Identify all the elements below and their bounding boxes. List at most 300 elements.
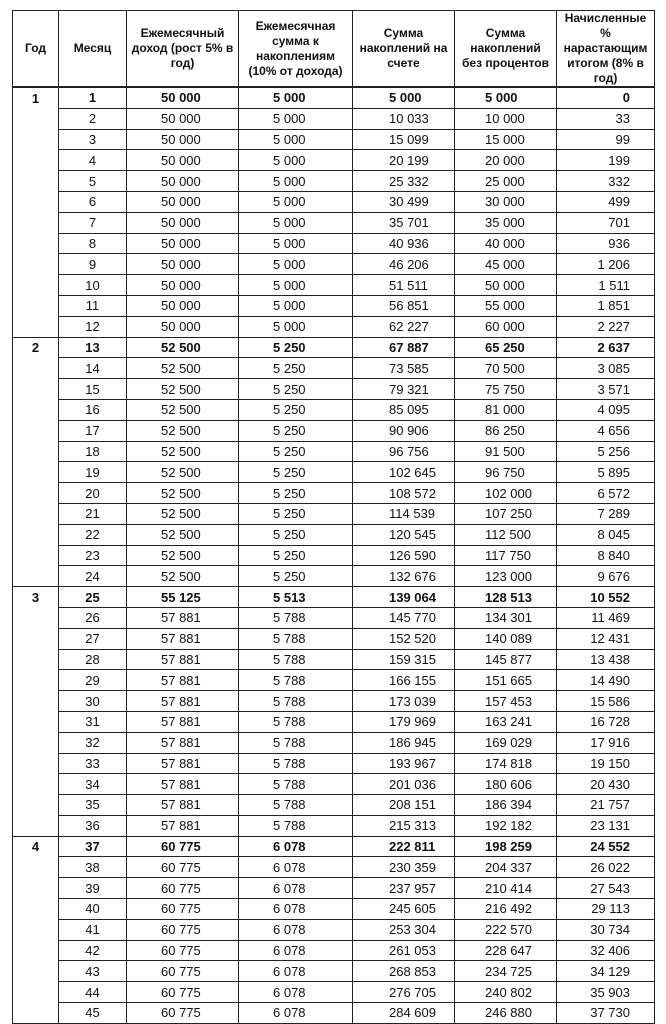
cell-accrued-interest: 4 095 [557,399,655,420]
cell-monthly-income: 52 500 [127,358,239,379]
cell-monthly-income: 52 500 [127,483,239,504]
table-row [13,982,655,1003]
cell-year [13,150,59,171]
cell-month: 14 [59,358,127,379]
cell-monthly-savings: 5 788 [239,691,353,712]
cell-year [13,545,59,566]
cell-accrued-interest: 34 129 [557,961,655,982]
cell-year [13,483,59,504]
cell-savings-without-interest: 123 000 [455,566,557,587]
cell-account-balance: 10 033 [353,108,455,129]
cell-monthly-income: 52 500 [127,399,239,420]
cell-month: 42 [59,940,127,961]
cell-year [13,607,59,628]
cell-monthly-income: 50 000 [127,171,239,192]
cell-savings-without-interest: 81 000 [455,399,557,420]
cell-account-balance: 15 099 [353,129,455,150]
cell-account-balance: 108 572 [353,483,455,504]
cell-account-balance: 284 609 [353,1003,455,1024]
cell-month: 3 [59,129,127,150]
cell-account-balance: 96 756 [353,441,455,462]
cell-monthly-income: 52 500 [127,566,239,587]
cell-account-balance: 268 853 [353,961,455,982]
cell-monthly-savings: 5 000 [239,87,353,108]
cell-savings-without-interest: 145 877 [455,649,557,670]
table-row [13,295,655,316]
cell-monthly-savings: 5 250 [239,379,353,400]
cell-year: 2 [13,337,59,358]
cell-accrued-interest: 26 022 [557,857,655,878]
cell-month: 8 [59,233,127,254]
cell-savings-without-interest: 169 029 [455,732,557,753]
cell-monthly-income: 57 881 [127,815,239,836]
cell-month: 16 [59,399,127,420]
table-row [13,961,655,982]
table-row [13,441,655,462]
cell-month: 29 [59,670,127,691]
cell-accrued-interest: 936 [557,233,655,254]
cell-account-balance: 120 545 [353,524,455,545]
table-row [13,628,655,649]
cell-monthly-income: 50 000 [127,108,239,129]
cell-monthly-income: 52 500 [127,379,239,400]
cell-account-balance: 126 590 [353,545,455,566]
cell-accrued-interest: 20 430 [557,774,655,795]
cell-monthly-savings: 5 788 [239,670,353,691]
cell-month: 45 [59,1003,127,1024]
cell-account-balance: 40 936 [353,233,455,254]
cell-savings-without-interest: 107 250 [455,503,557,524]
cell-accrued-interest: 2 637 [557,337,655,358]
cell-accrued-interest: 37 730 [557,1003,655,1024]
cell-monthly-income: 50 000 [127,150,239,171]
cell-monthly-income: 57 881 [127,753,239,774]
table-row [13,836,655,857]
table-row [13,150,655,171]
cell-monthly-savings: 6 078 [239,1003,353,1024]
table-row [13,711,655,732]
cell-savings-without-interest: 10 000 [455,108,557,129]
cell-month: 38 [59,857,127,878]
cell-account-balance: 139 064 [353,587,455,608]
cell-accrued-interest: 499 [557,191,655,212]
cell-month: 2 [59,108,127,129]
cell-year [13,815,59,836]
cell-month: 13 [59,337,127,358]
cell-month: 18 [59,441,127,462]
cell-monthly-savings: 5 000 [239,212,353,233]
cell-month: 25 [59,587,127,608]
cell-monthly-income: 52 500 [127,441,239,462]
cell-monthly-savings: 5 788 [239,649,353,670]
table-row [13,420,655,441]
cell-monthly-savings: 5 250 [239,483,353,504]
cell-savings-without-interest: 222 570 [455,919,557,940]
cell-accrued-interest: 9 676 [557,566,655,587]
cell-year [13,982,59,1003]
cell-month: 26 [59,607,127,628]
cell-year [13,441,59,462]
table-row [13,795,655,816]
cell-savings-without-interest: 60 000 [455,316,557,337]
cell-year [13,503,59,524]
cell-year [13,316,59,337]
cell-account-balance: 67 887 [353,337,455,358]
cell-month: 21 [59,503,127,524]
cell-monthly-savings: 6 078 [239,899,353,920]
cell-savings-without-interest: 75 750 [455,379,557,400]
cell-accrued-interest: 2 227 [557,316,655,337]
cell-monthly-income: 50 000 [127,212,239,233]
cell-monthly-income: 52 500 [127,503,239,524]
cell-savings-without-interest: 35 000 [455,212,557,233]
cell-monthly-savings: 5 250 [239,399,353,420]
cell-savings-without-interest: 128 513 [455,587,557,608]
cell-monthly-income: 57 881 [127,649,239,670]
cell-monthly-savings: 5 788 [239,753,353,774]
cell-month: 40 [59,899,127,920]
cell-savings-without-interest: 70 500 [455,358,557,379]
cell-year [13,732,59,753]
table-row [13,87,655,108]
cell-accrued-interest: 21 757 [557,795,655,816]
table-row [13,587,655,608]
cell-month: 43 [59,961,127,982]
cell-account-balance: 193 967 [353,753,455,774]
cell-accrued-interest: 19 150 [557,753,655,774]
cell-month: 30 [59,691,127,712]
cell-savings-without-interest: 5 000 [455,87,557,108]
table-row [13,878,655,899]
cell-accrued-interest: 4 656 [557,420,655,441]
cell-year [13,940,59,961]
cell-year [13,857,59,878]
cell-month: 36 [59,815,127,836]
cell-monthly-income: 52 500 [127,337,239,358]
cell-account-balance: 79 321 [353,379,455,400]
cell-monthly-income: 60 775 [127,982,239,1003]
cell-account-balance: 25 332 [353,171,455,192]
cell-accrued-interest: 8 045 [557,524,655,545]
cell-accrued-interest: 332 [557,171,655,192]
cell-month: 22 [59,524,127,545]
cell-year [13,462,59,483]
cell-monthly-income: 55 125 [127,587,239,608]
cell-year [13,628,59,649]
cell-accrued-interest: 1 206 [557,254,655,275]
cell-month: 10 [59,275,127,296]
cell-account-balance: 201 036 [353,774,455,795]
cell-monthly-savings: 5 788 [239,732,353,753]
cell-monthly-income: 57 881 [127,691,239,712]
cell-account-balance: 237 957 [353,878,455,899]
table-row [13,899,655,920]
cell-accrued-interest: 3 571 [557,379,655,400]
cell-savings-without-interest: 157 453 [455,691,557,712]
cell-account-balance: 253 304 [353,919,455,940]
cell-accrued-interest: 1 851 [557,295,655,316]
header-accrued-interest: Начисленные % нарастающим итогом (8% в год) [557,11,655,88]
cell-savings-without-interest: 96 750 [455,462,557,483]
table-row [13,940,655,961]
cell-savings-without-interest: 151 665 [455,670,557,691]
cell-accrued-interest: 32 406 [557,940,655,961]
cell-monthly-savings: 5 788 [239,607,353,628]
cell-accrued-interest: 5 256 [557,441,655,462]
cell-year [13,566,59,587]
table-row [13,545,655,566]
cell-year [13,212,59,233]
table-row [13,691,655,712]
cell-account-balance: 222 811 [353,836,455,857]
table-row [13,108,655,129]
cell-monthly-income: 57 881 [127,711,239,732]
table-row [13,649,655,670]
cell-savings-without-interest: 15 000 [455,129,557,150]
cell-monthly-savings: 5 250 [239,441,353,462]
table-row [13,1003,655,1024]
cell-savings-without-interest: 86 250 [455,420,557,441]
cell-account-balance: 102 645 [353,462,455,483]
cell-accrued-interest: 15 586 [557,691,655,712]
table-row [13,191,655,212]
cell-month: 28 [59,649,127,670]
cell-accrued-interest: 7 289 [557,503,655,524]
cell-accrued-interest: 35 903 [557,982,655,1003]
cell-accrued-interest: 701 [557,212,655,233]
cell-monthly-income: 60 775 [127,899,239,920]
cell-savings-without-interest: 20 000 [455,150,557,171]
header-account-balance: Сумма накоплений на счете [353,11,455,88]
table-body [13,87,655,1023]
cell-monthly-income: 60 775 [127,836,239,857]
cell-monthly-savings: 5 250 [239,503,353,524]
cell-accrued-interest: 11 469 [557,607,655,628]
cell-monthly-savings: 5 250 [239,358,353,379]
cell-month: 35 [59,795,127,816]
cell-month: 44 [59,982,127,1003]
cell-savings-without-interest: 91 500 [455,441,557,462]
cell-account-balance: 261 053 [353,940,455,961]
cell-monthly-savings: 6 078 [239,836,353,857]
cell-monthly-savings: 6 078 [239,940,353,961]
cell-monthly-savings: 5 000 [239,150,353,171]
cell-month: 23 [59,545,127,566]
cell-account-balance: 186 945 [353,732,455,753]
cell-month: 15 [59,379,127,400]
cell-month: 17 [59,420,127,441]
cell-savings-without-interest: 204 337 [455,857,557,878]
table-row [13,857,655,878]
cell-month: 41 [59,919,127,940]
cell-monthly-income: 50 000 [127,191,239,212]
cell-accrued-interest: 33 [557,108,655,129]
cell-year [13,191,59,212]
cell-monthly-savings: 5 000 [239,108,353,129]
cell-accrued-interest: 17 916 [557,732,655,753]
header-month: Месяц [59,11,127,88]
cell-savings-without-interest: 40 000 [455,233,557,254]
cell-year [13,774,59,795]
cell-accrued-interest: 5 895 [557,462,655,483]
table-row [13,358,655,379]
cell-account-balance: 208 151 [353,795,455,816]
cell-monthly-income: 57 881 [127,774,239,795]
cell-savings-without-interest: 134 301 [455,607,557,628]
cell-accrued-interest: 13 438 [557,649,655,670]
cell-monthly-income: 50 000 [127,275,239,296]
table-row [13,774,655,795]
cell-month: 5 [59,171,127,192]
cell-accrued-interest: 30 734 [557,919,655,940]
cell-monthly-income: 57 881 [127,732,239,753]
table-row [13,732,655,753]
cell-monthly-income: 52 500 [127,462,239,483]
cell-month: 32 [59,732,127,753]
cell-year [13,670,59,691]
cell-accrued-interest: 29 113 [557,899,655,920]
table-row [13,503,655,524]
cell-monthly-savings: 5 788 [239,815,353,836]
cell-monthly-savings: 6 078 [239,857,353,878]
cell-savings-without-interest: 174 818 [455,753,557,774]
cell-account-balance: 85 095 [353,399,455,420]
cell-accrued-interest: 23 131 [557,815,655,836]
table-row [13,524,655,545]
cell-monthly-savings: 5 000 [239,295,353,316]
cell-year [13,899,59,920]
cell-month: 7 [59,212,127,233]
cell-year [13,961,59,982]
cell-monthly-savings: 5 250 [239,566,353,587]
table-row [13,670,655,691]
cell-year [13,129,59,150]
cell-savings-without-interest: 50 000 [455,275,557,296]
cell-accrued-interest: 99 [557,129,655,150]
cell-month: 37 [59,836,127,857]
cell-monthly-savings: 5 000 [239,254,353,275]
table-row [13,462,655,483]
cell-year: 3 [13,587,59,608]
cell-savings-without-interest: 228 647 [455,940,557,961]
cell-month: 9 [59,254,127,275]
cell-monthly-income: 57 881 [127,670,239,691]
cell-account-balance: 173 039 [353,691,455,712]
cell-savings-without-interest: 210 414 [455,878,557,899]
cell-savings-without-interest: 216 492 [455,899,557,920]
cell-monthly-savings: 5 250 [239,462,353,483]
cell-monthly-income: 50 000 [127,129,239,150]
cell-monthly-income: 57 881 [127,628,239,649]
cell-accrued-interest: 199 [557,150,655,171]
cell-month: 33 [59,753,127,774]
cell-account-balance: 5 000 [353,87,455,108]
cell-account-balance: 20 199 [353,150,455,171]
cell-year [13,358,59,379]
cell-account-balance: 276 705 [353,982,455,1003]
savings-table [12,10,655,1024]
cell-monthly-income: 60 775 [127,961,239,982]
cell-account-balance: 62 227 [353,316,455,337]
cell-year [13,1003,59,1024]
cell-savings-without-interest: 186 394 [455,795,557,816]
cell-monthly-income: 60 775 [127,940,239,961]
cell-accrued-interest: 12 431 [557,628,655,649]
table-row [13,919,655,940]
cell-monthly-income: 60 775 [127,878,239,899]
cell-accrued-interest: 6 572 [557,483,655,504]
cell-monthly-income: 57 881 [127,607,239,628]
cell-monthly-income: 52 500 [127,420,239,441]
cell-month: 12 [59,316,127,337]
cell-account-balance: 56 851 [353,295,455,316]
table-header [13,11,655,88]
cell-accrued-interest: 24 552 [557,836,655,857]
header-monthly-income: Ежемесячный доход (рост 5% в год) [127,11,239,88]
cell-accrued-interest: 1 511 [557,275,655,296]
cell-accrued-interest: 27 543 [557,878,655,899]
cell-year [13,379,59,400]
cell-account-balance: 152 520 [353,628,455,649]
cell-savings-without-interest: 246 880 [455,1003,557,1024]
cell-month: 1 [59,87,127,108]
cell-monthly-savings: 5 000 [239,233,353,254]
cell-savings-without-interest: 112 500 [455,524,557,545]
cell-account-balance: 230 359 [353,857,455,878]
table-row [13,483,655,504]
cell-year [13,878,59,899]
cell-month: 4 [59,150,127,171]
cell-monthly-income: 50 000 [127,233,239,254]
cell-account-balance: 35 701 [353,212,455,233]
header-monthly-savings: Ежемесячная сумма к накоплениям (10% от дохода) [239,11,353,88]
cell-month: 24 [59,566,127,587]
table-row [13,607,655,628]
cell-year: 1 [13,87,59,108]
cell-monthly-savings: 5 513 [239,587,353,608]
cell-year [13,795,59,816]
cell-year [13,295,59,316]
header-row [13,11,655,88]
cell-account-balance: 166 155 [353,670,455,691]
table-row [13,379,655,400]
cell-monthly-savings: 5 250 [239,337,353,358]
cell-monthly-income: 52 500 [127,545,239,566]
table-row [13,815,655,836]
cell-accrued-interest: 0 [557,87,655,108]
table-row [13,233,655,254]
cell-month: 19 [59,462,127,483]
table-row [13,254,655,275]
cell-monthly-savings: 5 250 [239,420,353,441]
cell-monthly-savings: 5 000 [239,316,353,337]
cell-monthly-income: 60 775 [127,857,239,878]
cell-year [13,524,59,545]
cell-monthly-savings: 5 788 [239,628,353,649]
cell-monthly-income: 50 000 [127,87,239,108]
cell-year [13,108,59,129]
cell-monthly-savings: 5 250 [239,524,353,545]
cell-account-balance: 245 605 [353,899,455,920]
cell-year [13,711,59,732]
cell-accrued-interest: 3 085 [557,358,655,379]
table-row [13,566,655,587]
cell-year [13,691,59,712]
cell-monthly-savings: 6 078 [239,919,353,940]
cell-year [13,919,59,940]
cell-month: 34 [59,774,127,795]
cell-monthly-income: 50 000 [127,295,239,316]
